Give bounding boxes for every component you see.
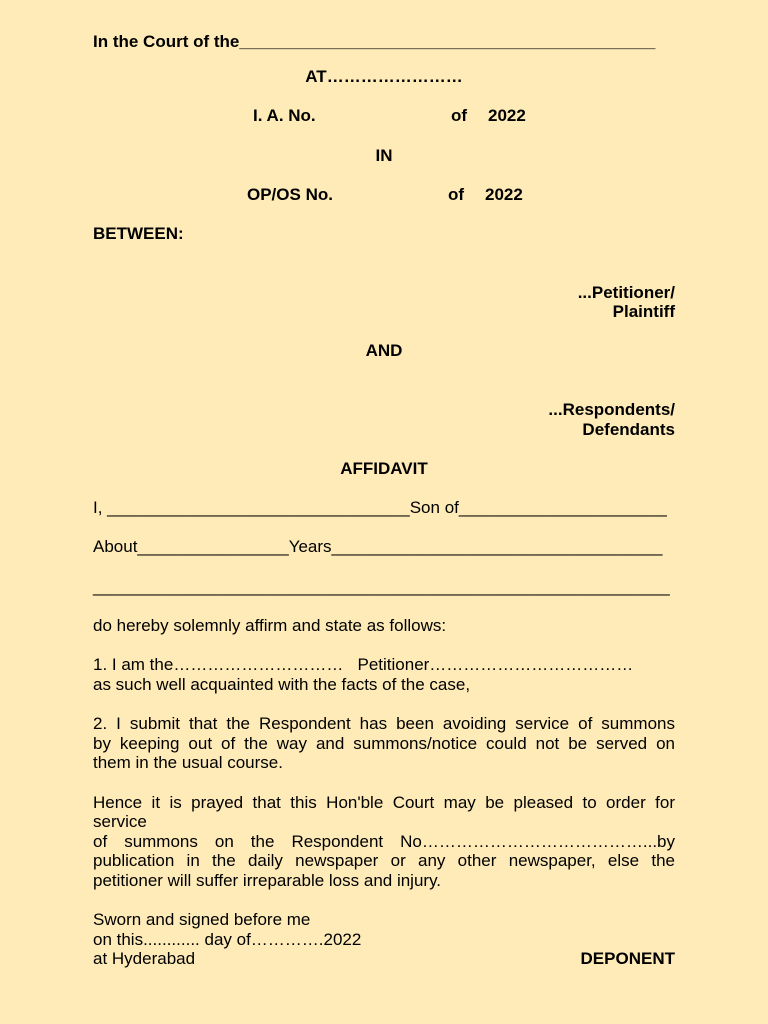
petitioner-label-line1: ...Petitioner/ xyxy=(577,283,675,302)
ia-year: 2022 xyxy=(488,106,526,125)
para1-line1 xyxy=(93,655,675,675)
prayer-line1: Hence it is prayed that this Hon'ble Court may be pleased to order for xyxy=(93,793,675,812)
petitioner-label-line2: Plaintiff xyxy=(612,302,675,321)
affidavit-page xyxy=(93,0,675,1024)
respondent-label-line2: Defendants xyxy=(582,420,675,439)
para2-line1: 2. I submit that the Respondent has been avoiding service of summons xyxy=(93,714,675,733)
years-blank: Years___________________________________ xyxy=(288,537,663,556)
deponent-age-line xyxy=(93,537,675,557)
opos-no-label: OP/OS No. xyxy=(247,185,333,204)
prayer-line4: publication in the daily newspaper or any other newspaper, else the xyxy=(93,851,675,870)
prayer-line5: petitioner will suffer irreparable loss and injury. xyxy=(93,871,442,890)
ia-of-label: of xyxy=(451,106,468,125)
sworn-line1: Sworn and signed before me xyxy=(93,910,311,929)
affidavit-title: AFFIDAVIT xyxy=(340,459,428,478)
between-label: BETWEEN: xyxy=(93,224,184,243)
in-line: IN xyxy=(375,146,393,165)
address-blank-line: _____________________________________________________________ xyxy=(93,577,670,596)
para1-line1-text: 1. I am the………………………… Petitioner……………………………… xyxy=(93,655,634,674)
sworn-line3-row xyxy=(93,949,675,969)
son-of-blank: Son of______________________ xyxy=(409,498,667,517)
court-line: In the Court of the____________________________________________ xyxy=(93,32,656,51)
para2-line2: by keeping out of the way and summons/notice could not be served on xyxy=(93,734,675,753)
ia-no-label: I. A. No. xyxy=(253,106,316,125)
deponent-name-line xyxy=(93,498,675,518)
prayer-line3: of summons on the Respondent No…………………………………...by xyxy=(93,832,675,851)
respondent-label-line1: ...Respondents/ xyxy=(548,400,675,419)
sworn-place: at Hyderabad xyxy=(93,949,196,968)
and-label: AND xyxy=(365,341,403,360)
sworn-line2: on this............ day of………….2022 xyxy=(93,930,362,949)
affirm-intro: do hereby solemnly affirm and state as follows: xyxy=(93,616,447,635)
prayer-line2: service xyxy=(93,812,147,831)
para1-line2: as such well acquainted with the facts of the case, xyxy=(93,675,471,694)
at-line: AT…………………… xyxy=(305,67,463,86)
deponent-name-blank: I, ________________________________ xyxy=(93,498,410,517)
age-blank: About________________ xyxy=(93,537,289,556)
opos-year: 2022 xyxy=(485,185,523,204)
para2-line3: them in the usual course. xyxy=(93,753,283,772)
opos-of-label: of xyxy=(448,185,465,204)
deponent-signature-label: DEPONENT xyxy=(580,949,675,968)
